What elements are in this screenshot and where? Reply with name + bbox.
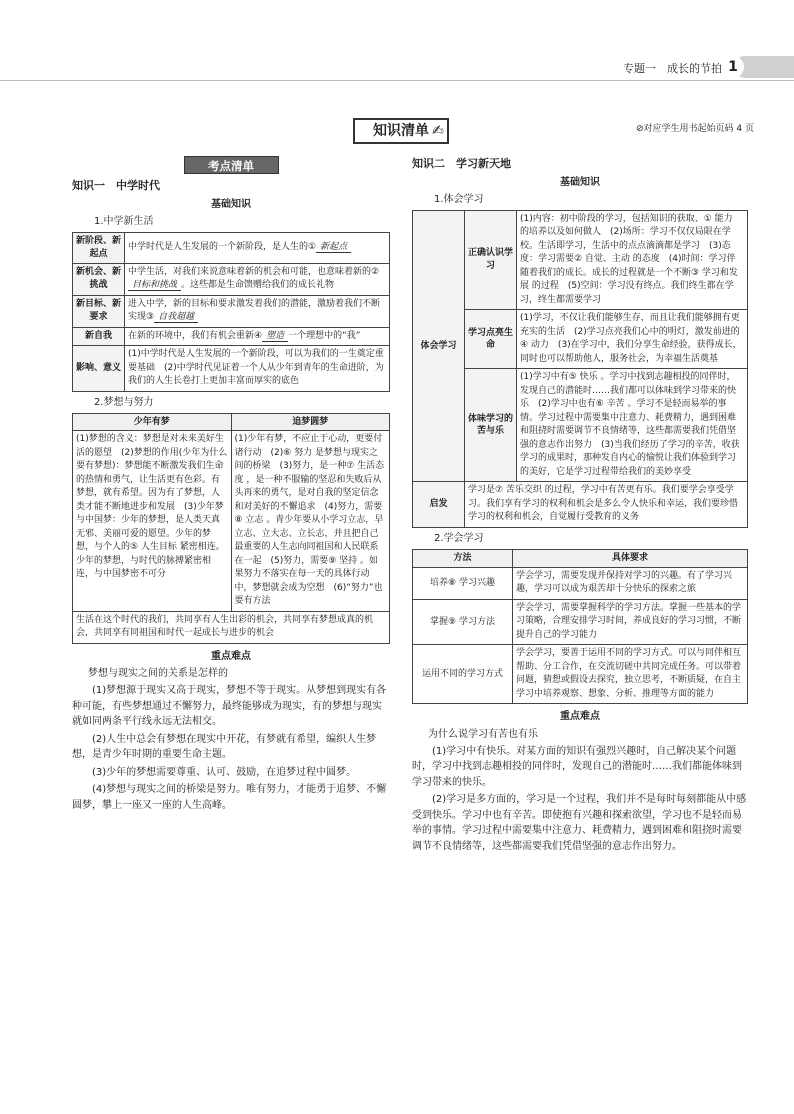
check-icon: ⊘ [636, 124, 644, 134]
row-label: 影响、意义 [73, 346, 125, 392]
banner-title: 知识清单 [353, 118, 449, 144]
subsection-1: 1.中学新生活 [94, 215, 154, 227]
text: 在新的环境中，我们有机会重新④ [128, 330, 263, 341]
text: (1)中学时代是人生发展的一个新阶段，可以为我们的一生奠定重要基础 (2)中学时代见证着一个人从少年到青年的生命进阶，为我们的人生长卷打上更加丰富而厚实的底色 [128, 349, 384, 387]
col-head: 方法 [413, 550, 513, 568]
cell-youth-dream: (1)梦想的含义：梦想是对未来美好生活的愿望 (2)梦想的作用(少年为什么要有梦想)：梦想能不断激发我们生命的热情和勇气，让生活更有色彩。有梦想，就有希望。因为有了梦想，人类才能不断地进步和发展 (3)少年梦与中国梦：少年的梦想，是人类天真无邪、美丽可爱的愿望。少年的梦想，与个人的⑤ 人生目标 紧密相连。少年的梦想，与时代的脉搏紧密相连，与中国梦密不可分 [73, 431, 232, 612]
table-row [73, 346, 390, 392]
req-cell: 学会学习，要善于运用不同的学习方式。可以与同伴相互帮助、分工合作，在交流切磋中共同完成任务。可以带着问题，猜想或假设去探究，独立思考，不断质疑，在自主学习中培养观察、想象、分析、推理等方面的能力 [513, 645, 748, 704]
key-heading: 重点难点 [211, 650, 251, 662]
method-cell: 运用不同的学习方式 [413, 645, 513, 704]
answer-blank: 新起点 [316, 242, 351, 253]
header-divider [0, 80, 794, 81]
row-label: 新阶段、新起点 [73, 232, 125, 263]
method-cell: 掌握⑨ 学习方法 [413, 599, 513, 645]
question: 梦想与现实之间的关系是怎样的 [88, 668, 228, 680]
section-label: 考点清单 [184, 156, 279, 174]
row-text [125, 232, 390, 263]
page-header [0, 0, 794, 139]
cell-chase-dream: (1)少年有梦，不应止于心动，更要付诸行动 (2)⑥ 努力 是梦想与现实之间的桥梁 (3)努力，是一种⑦ 生活态度 ，是一种不服输的坚忍和失败后从头再来的勇气，是对自我的坚定信念和对美好的不懈追求 (4)努力，需要⑧ 立志 。青少年要从小学习立志，早立志、立大志、立长志，并且把自己最重要的人生志向同祖国和人民联系在一起 (5)努力，需要⑨ 坚持 。如果努力不落实在每一天的具体行动中，梦想就会成为空想 (6)“努力”也要有方法 [231, 431, 390, 612]
paragraph: (2)学习是多方面的，学习是一个过程，我们并不是每时每刻都能从中感受到快乐。学习中也有辛苦。即使抱有兴趣和探索欲望，学习也不是轻而易举的事情。学习过程中需要集中注意力、耗费精力，遇到困难和阻挠时需要调节不良情绪等，这些都需要我们凭借坚强的意志作出努力。 [412, 794, 747, 852]
table-row [73, 327, 390, 346]
row-label: 新目标、新要求 [73, 295, 125, 327]
key-heading: 重点难点 [560, 711, 600, 723]
table-row [73, 232, 390, 263]
paragraph: (1)学习中有快乐。对某方面的知识有强烈兴趣时，自己解决某个问题时，学习中找到志趣相投的同伴时，发现自己的潜能时……我们都能体味到学习带来的快乐。 [412, 745, 742, 788]
col-head: 追梦圆梦 [231, 413, 390, 431]
row-text: (1)内容：初中阶段的学习，包括知识的获取、① 能力 的培养以及如何做人 (2)场所：学习不仅仅局限在学校。生活即学习，生活中的点点滴滴都是学习 (3)态度：学习需要② 自觉、主动 的态度 (4)时间：学习伴随着我们的成长。成长的过程就是一个不断③ 学习和发展 的过程 (5)空间：学习没有终点。我们终生都在学习，终生都需要学习 [517, 210, 748, 310]
paragraph: (3)少年的梦想需要尊重、认可、鼓励，在追梦过程中圆梦。 [92, 766, 357, 778]
answer-blank: 目标和挑战 [128, 280, 181, 291]
paragraph: (4)梦想与现实之间的桥梁是努力。唯有努力，才能勇于追梦、不懈圆梦，攀上一座又一座的人生高峰。 [72, 784, 387, 811]
row-text [125, 346, 390, 392]
subsection-1: 1.体会学习 [434, 193, 484, 205]
row-text [125, 295, 390, 327]
method-cell: 培养⑧ 学习兴趣 [413, 567, 513, 599]
row-text: (1)学习，不仅让我们能够生存，而且让我们能够拥有更充实的生活 (2)学习点亮我们心中的明灯，激发前进的④ 动力 (3)在学习中，我们分享生命经验，获得成长，同时也可以帮助他人，服务社会，为幸福生活奠基 [517, 310, 748, 369]
answer-blank: 塑造 [262, 331, 288, 342]
table-experience-learning [412, 210, 748, 528]
page-reference: ⊘对应学生用书起始页码 4 页 [636, 124, 754, 134]
row-label: 新自我 [73, 327, 125, 346]
subsection-2: 2.学会学习 [434, 532, 484, 544]
text: 中学生活，对我们来说意味着新的机会和可能，也意味着新的② [128, 266, 380, 277]
col-head: 具体要求 [513, 550, 748, 568]
text: 中学时代是人生发展的一个新阶段，是人生的① [128, 242, 317, 252]
outer-label: 体会学习 [413, 210, 465, 482]
table-row [73, 295, 390, 327]
subsection-2: 2.梦想与努力 [94, 396, 154, 408]
basic-heading: 基础知识 [560, 176, 600, 188]
left-column [72, 156, 390, 813]
right-column [412, 156, 748, 854]
pen-icon: ✍ [432, 123, 444, 139]
req-cell: 学会学习，需要掌握科学的学习方法。掌握一些基本的学习策略，合理安排学习时间，养成良好的学习习惯，不断提升自己的学习能力 [513, 599, 748, 645]
text: 一个理想中的“我” [288, 330, 361, 341]
basic-heading: 基础知识 [211, 198, 251, 210]
col-head: 少年有梦 [73, 413, 232, 431]
paragraph: (2)人生中总会有梦想在现实中开花，有梦就有希望，编织人生梦想，是青少年时期的重要生命主题。 [72, 733, 377, 761]
table-dream-effort [72, 413, 390, 644]
cell-footer: 生活在这个时代的我们，共同享有人生出彩的机会，共同享有梦想成真的机会，共同享有同祖国和时代一起成长与进步的机会 [73, 611, 390, 643]
table-new-life [72, 232, 390, 392]
req-cell: 学会学习，需要发现并保持对学习的兴趣。有了学习兴趣，学习可以成为艰苦却十分快乐的探索之旅 [513, 567, 748, 599]
row-text: (1)学习中有⑤ 快乐 。学习中找到志趣相投的同伴时，发现自己的潜能时……我们都可以体味到学习带来的快乐 (2)学习中也有⑥ 辛苦 。学习不是轻而易举的事情。学习过程中需要集中注意力、耗费精力，遇到困难和阻挠时需要调节不良情绪等，这些都需要我们凭借坚强的意志作出努力 (3)当我们经历了学习的辛苦，收获学习的成果时，那种发自内心的愉悦让我们体验到学习的美好，它是学习过程带给我们的美妙享受 [517, 369, 748, 482]
row-label: 学习点亮生命 [465, 310, 517, 369]
row-label: 正确认识学习 [465, 210, 517, 310]
row-label: 启发 [413, 482, 465, 528]
question: 为什么说学习有苦也有乐 [428, 728, 538, 740]
answer-blank: 自我超越 [154, 312, 198, 323]
row-label: 新机会、新挑战 [73, 263, 125, 295]
row-text [125, 327, 390, 346]
row-text [125, 263, 390, 295]
row-label: 体味学习的苦与乐 [465, 369, 517, 482]
page-number: 1 [722, 56, 744, 78]
chapter-title: 专题一 成长的节拍 [623, 62, 722, 75]
paragraph: (1)梦想源于现实又高于现实，梦想不等于现实。从梦想到现实有各种可能，有些梦想通过不懈努力，最终能够成为现实，有的梦想与现实就如同两条平行线永远无法相交。 [72, 685, 387, 728]
row-text: 学习是⑦ 苦乐交织 的过程，学习中有苦更有乐。我们要学会享受学习。我们享有学习的权利和机会是多么令人快乐和幸运，我们要珍惜学习的权利和机会，自觉履行受教育的义务 [465, 482, 748, 528]
table-learn-to-learn [412, 549, 748, 704]
table-row [73, 263, 390, 295]
text: 进入中学，新的目标和要求激发着我们的潜能，激励着我们不断实现③ [128, 298, 381, 323]
knowledge-1-title: 知识一 中学时代 [72, 179, 160, 192]
knowledge-2-title: 知识二 学习新天地 [412, 157, 511, 170]
text: 。这些都是生命馈赠给我们的成长礼物 [181, 280, 335, 291]
